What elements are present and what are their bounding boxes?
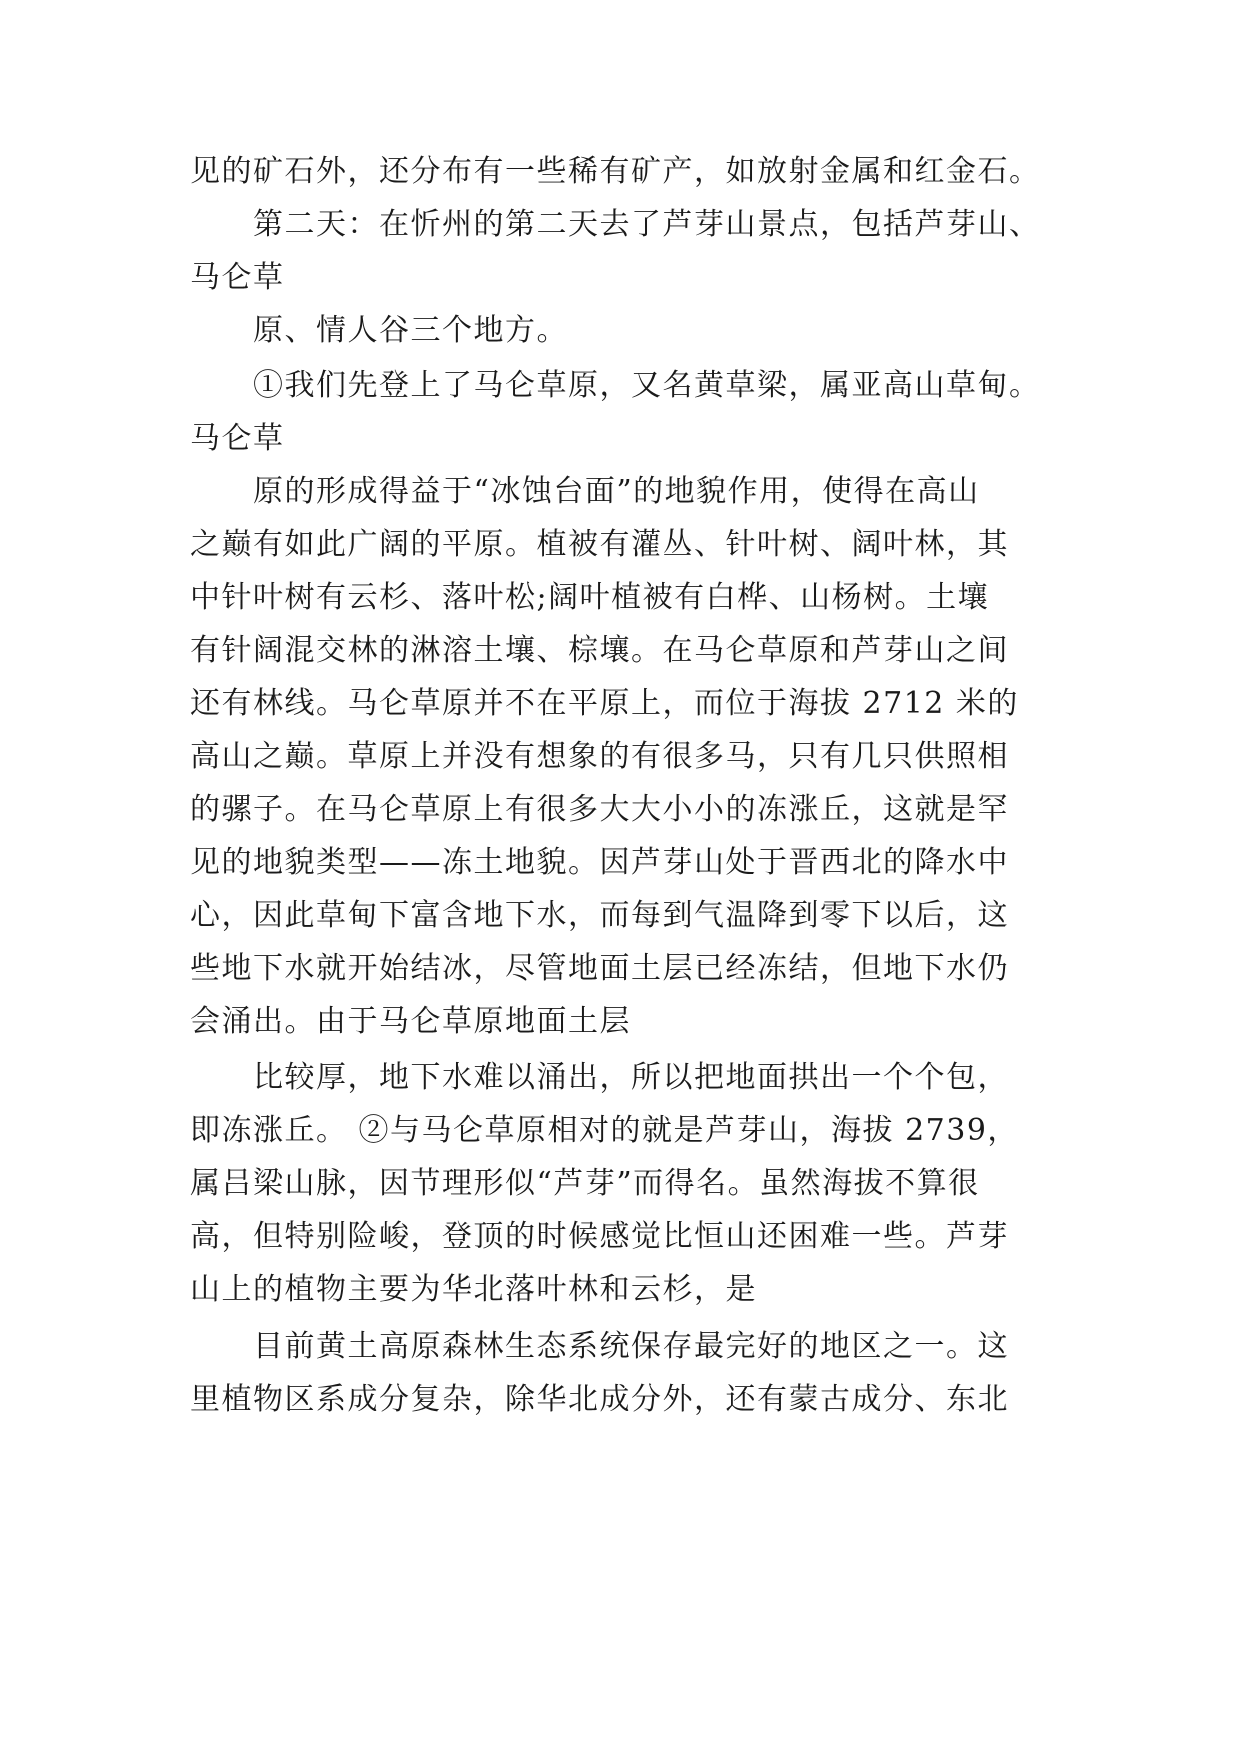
text-line: 原的形成得益于“冰蚀台面”的地貌作用，使得在高山 <box>253 474 980 509</box>
text-line: 高，但特别险峻，登顶的时候感觉比恒山还困难一些。芦芽 <box>190 1219 1009 1254</box>
text-line: 之巅有如此广阔的平原。植被有灌丛、针叶树、阔叶林，其 <box>190 527 1009 562</box>
text-line: 比较厚，地下水难以涌出，所以把地面拱出一个个包， <box>253 1060 1009 1095</box>
text-line: 心，因此草甸下富含地下水，而每到气温降到零下以后，这 <box>190 898 1009 933</box>
text-line: 还有林线。马仑草原并不在平原上，而位于海拔 2712 米的 <box>190 686 1019 721</box>
text-line: 原、情人谷三个地方。 <box>253 313 568 348</box>
text-line: 见的矿石外，还分布有一些稀有矿产，如放射金属和红金石。 <box>190 154 1041 189</box>
text-line: 山上的植物主要为华北落叶林和云杉，是 <box>190 1272 757 1307</box>
text-line: 即冻涨丘。 ②与马仑草原相对的就是芦芽山，海拔 2739， <box>190 1113 1019 1148</box>
text-line: ①我们先登上了马仑草原，又名黄草梁，属亚高山草甸。 <box>253 368 1041 403</box>
text-line: 马仑草 <box>190 421 285 456</box>
text-line: 的骡子。在马仑草原上有很多大大小小的冻涨丘，这就是罕 <box>190 792 1009 827</box>
text-line: 马仑草 <box>190 260 285 295</box>
text-line: 第二天：在忻州的第二天去了芦芽山景点，包括芦芽山、 <box>253 207 1041 242</box>
text-line: 里植物区系成分复杂，除华北成分外，还有蒙古成分、东北 <box>190 1382 1009 1417</box>
text-line: 些地下水就开始结冰，尽管地面土层已经冻结，但地下水仍 <box>190 951 1009 986</box>
text-line: 会涌出。由于马仑草原地面土层 <box>190 1004 631 1039</box>
text-line: 目前黄土高原森林生态系统保存最完好的地区之一。这 <box>253 1329 1009 1364</box>
text-line: 有针阔混交林的淋溶土壤、棕壤。在马仑草原和芦芽山之间 <box>190 633 1009 668</box>
text-line: 高山之巅。草原上并没有想象的有很多马，只有几只供照相 <box>190 739 1009 774</box>
text-line: 属吕梁山脉，因节理形似“芦芽”而得名。虽然海拔不算很 <box>190 1166 980 1201</box>
text-line: 中针叶树有云杉、落叶松;阔叶植被有白桦、山杨树。土壤 <box>190 580 990 615</box>
text-line: 见的地貌类型——冻土地貌。因芦芽山处于晋西北的降水中 <box>190 845 1009 880</box>
